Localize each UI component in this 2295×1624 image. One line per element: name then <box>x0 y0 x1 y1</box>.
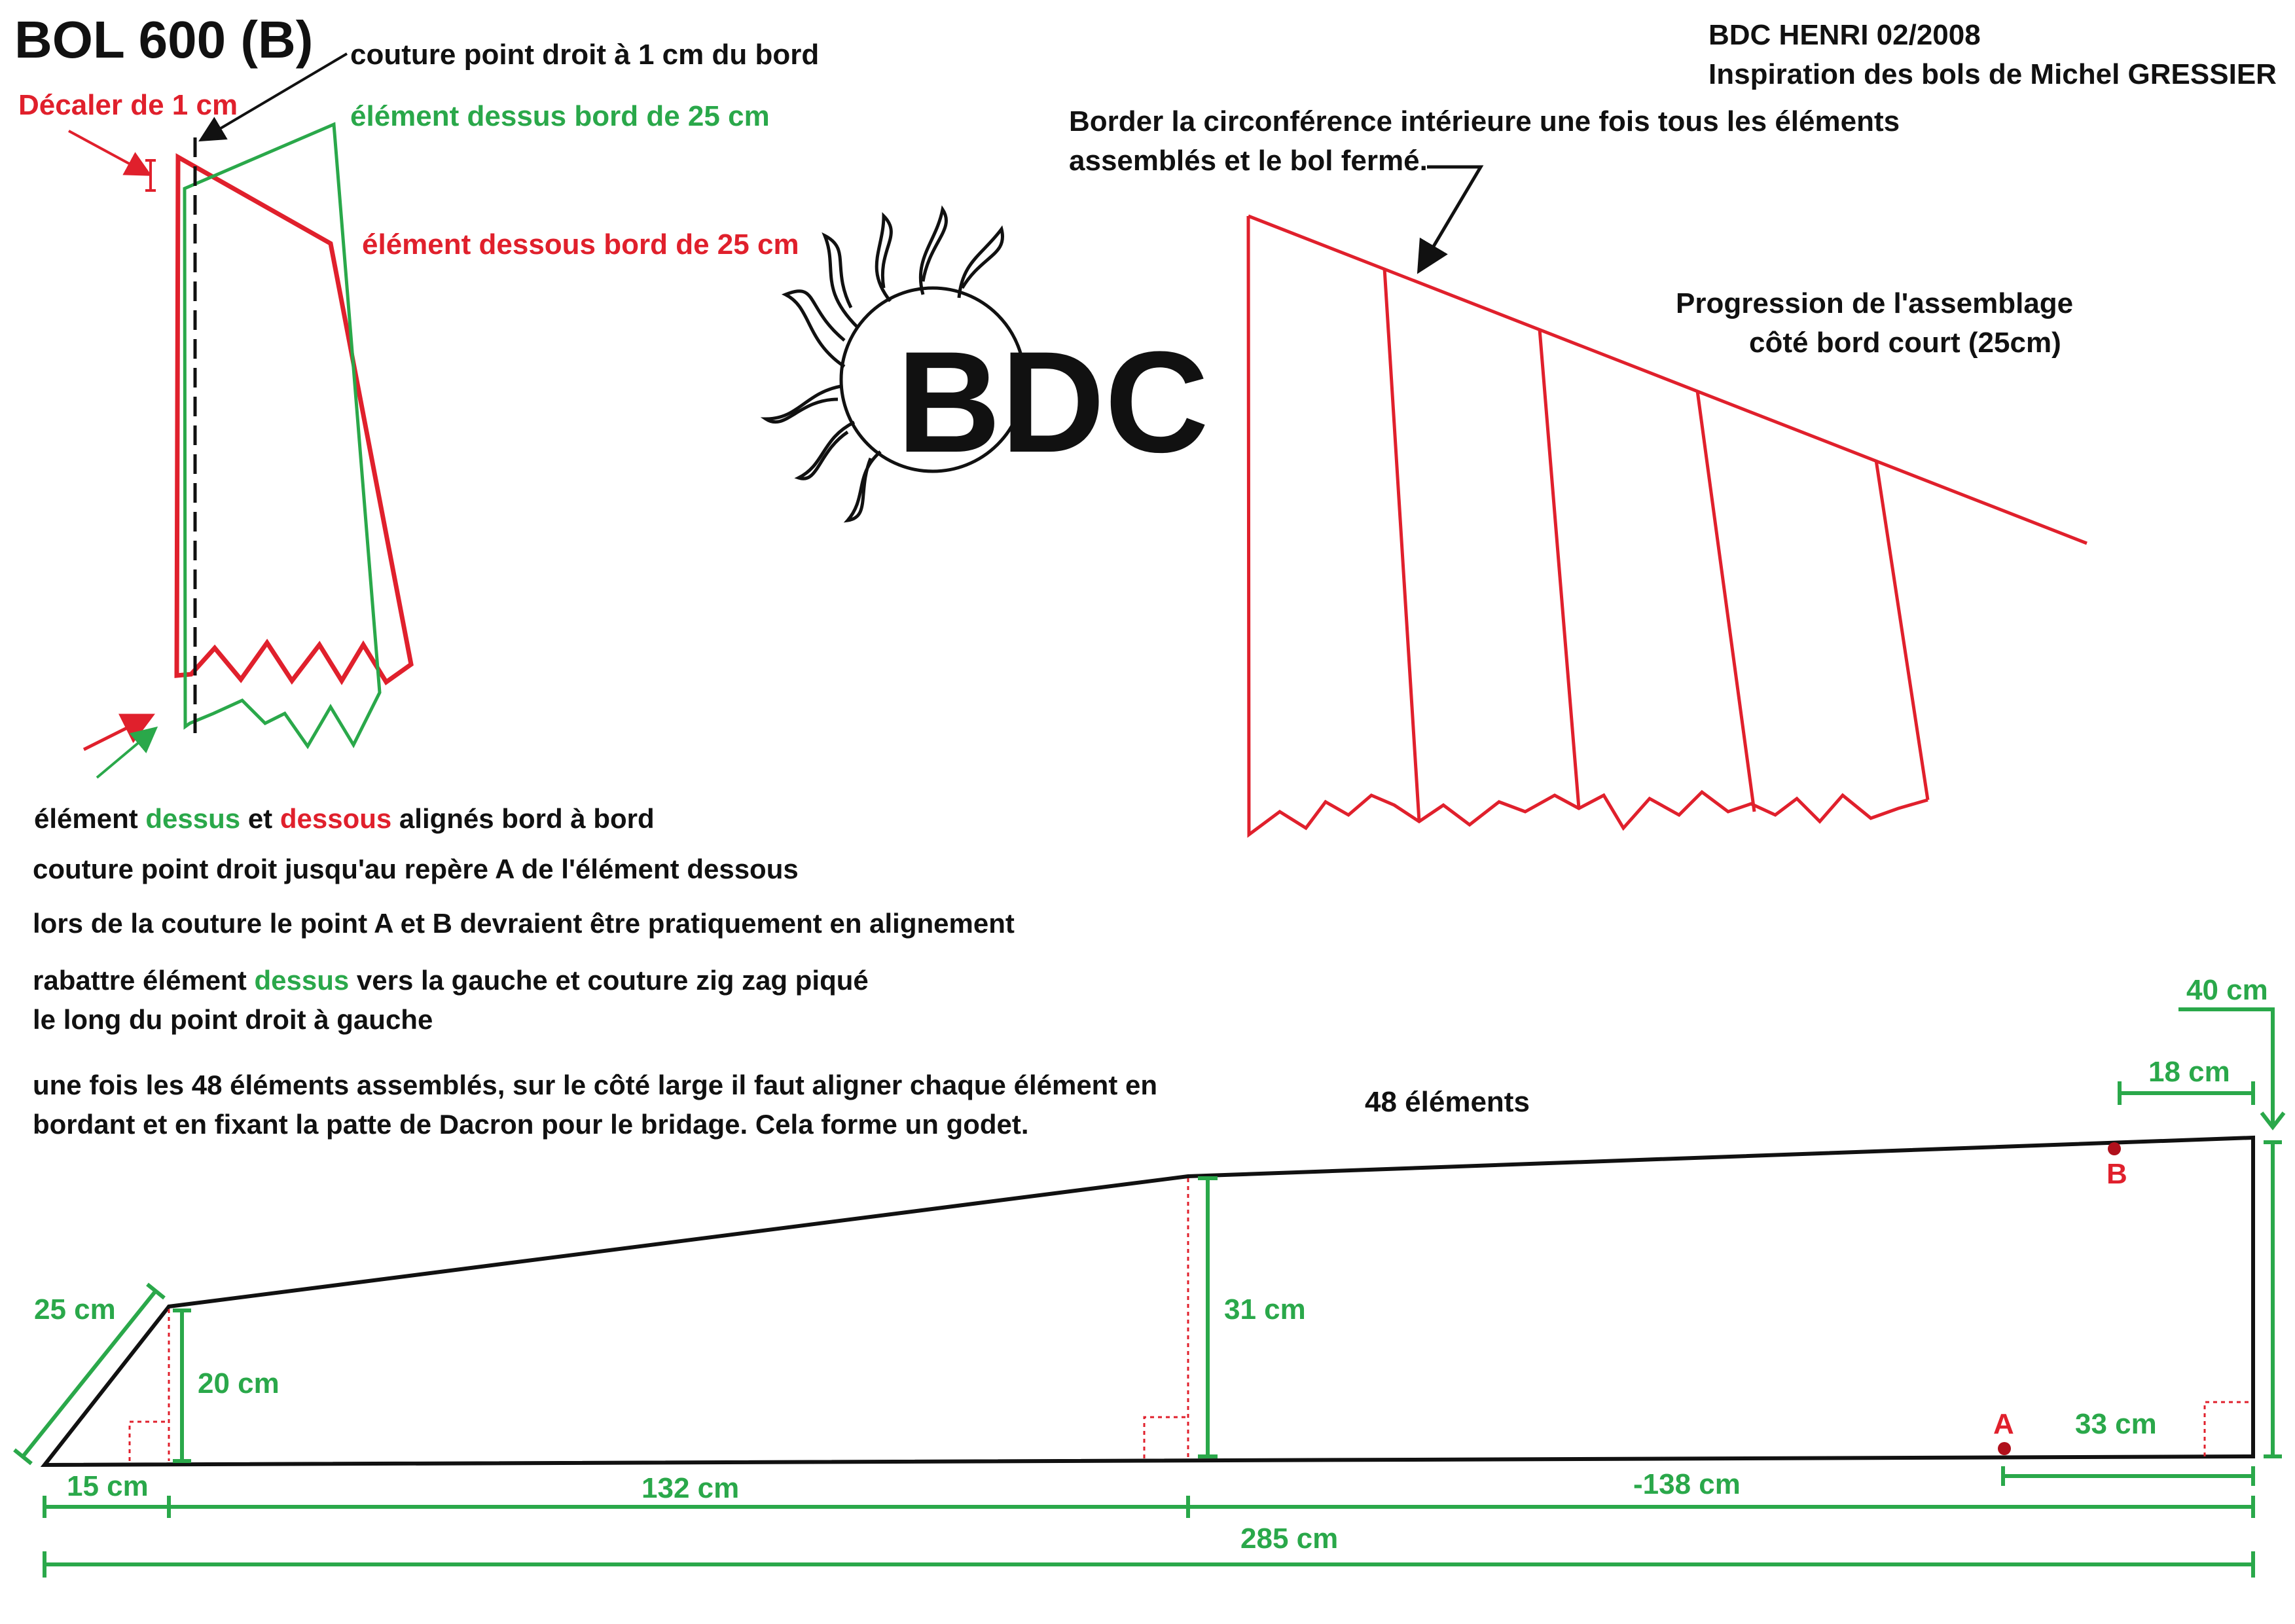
progression-element-line-4 <box>1876 460 1928 800</box>
instruction-line-4-part2: vers la gauche et couture zig zag piqué <box>349 965 869 996</box>
assembly-detail-diagram <box>18 39 819 778</box>
dim-width-33-line <box>2003 1466 2253 1486</box>
point-a-label: A <box>1993 1408 2014 1440</box>
progression-element-line-3 <box>1697 391 1754 812</box>
page-title: BOL 600 (B) <box>14 10 314 69</box>
instruction-line-7: bordant et en fixant la patte de Dacron pour le bridage. Cela forme un godet. <box>33 1109 1029 1140</box>
progression-element-line-1 <box>1384 268 1419 821</box>
instruction-line-2: couture point droit jusqu'au repère A de l'élément dessous <box>33 854 799 884</box>
instruction-line-4-part1: rabattre élément <box>33 965 255 996</box>
border-note-arrow <box>1420 167 1481 268</box>
instruction-word-dessous: dessous <box>280 803 392 834</box>
border-note-line2: assemblés et le bol fermé. <box>1069 145 1428 177</box>
instruction-line-6: une fois les 48 éléments assemblés, sur le côté large il faut aligner chaque élément en <box>33 1070 1158 1100</box>
right-angle-marker-2 <box>1144 1178 1188 1458</box>
pattern-piece <box>14 974 2284 1578</box>
dim-diagonal-label: 25 cm <box>34 1293 116 1326</box>
dim-height-31-line <box>1198 1178 1218 1456</box>
offset-arrow <box>69 131 147 173</box>
instruction-line-1-part3: alignés bord à bord <box>391 803 655 834</box>
bottom-element-label: élément dessous bord de 25 cm <box>362 228 799 261</box>
element-count-label: 48 éléments <box>1365 1086 1530 1118</box>
top-element-label: élément dessus bord de 25 cm <box>350 100 770 132</box>
pattern-outline <box>45 1138 2253 1465</box>
instruction-word-dessus-2: dessus <box>254 965 350 996</box>
progress-label-line1: Progression de l'assemblage <box>1676 287 2074 319</box>
progression-diagram <box>1069 105 2087 835</box>
offset-marker <box>145 160 156 190</box>
inspiration-line: Inspiration des bols de Michel GRESSIER <box>1708 58 2277 90</box>
dim-width-33-label: 33 cm <box>2075 1408 2157 1440</box>
dim-height-20-label: 20 cm <box>198 1367 280 1399</box>
seam-label: couture point droit à 1 cm du bord <box>350 39 820 71</box>
instruction-line-1 <box>34 803 655 834</box>
author-line: BDC HENRI 02/2008 <box>1708 19 1981 51</box>
dim-height-31-label: 31 cm <box>1224 1293 1306 1326</box>
instruction-line-5: le long du point droit à gauche <box>33 1004 433 1035</box>
progress-label-line2: côté bord court (25cm) <box>1749 327 2061 359</box>
right-angle-marker-3 <box>2205 1402 2252 1456</box>
border-note-line1: Border la circonférence intérieure une fois tous les éléments <box>1069 105 1900 137</box>
dim-bottom-segments-line <box>45 1496 2253 1518</box>
dim-bottom-15-label: 15 cm <box>67 1470 149 1502</box>
dim-bottom-138-label: -138 cm <box>1633 1468 1741 1500</box>
point-b-marker <box>2108 1142 2121 1155</box>
dim-bottom-132-label: 132 cm <box>642 1472 740 1504</box>
instruction-line-4 <box>33 965 869 996</box>
logo-text: BDC <box>897 321 1209 482</box>
offset-label: Décaler de 1 cm <box>18 89 238 121</box>
instruction-line-1-part2: et <box>240 803 280 834</box>
instruction-line-3: lors de la couture le point A et B devraient être pratiquement en alignement <box>33 908 1015 939</box>
instruction-word-dessus: dessus <box>145 803 241 834</box>
align-arrow-red <box>84 717 149 749</box>
dim-height-20-line <box>173 1310 191 1461</box>
dim-total-line <box>45 1551 2253 1578</box>
instruction-line-1-part1: élément <box>34 803 146 834</box>
dim-width-18-label: 18 cm <box>2148 1056 2230 1088</box>
point-a-marker <box>1998 1442 2011 1455</box>
point-b-label: B <box>2106 1158 2127 1190</box>
progression-element-line-2 <box>1540 329 1579 808</box>
dim-height-40-label: 40 cm <box>2186 974 2268 1006</box>
instructions-block <box>33 803 1157 1140</box>
bdc-logo <box>766 209 1209 520</box>
dim-total-label: 285 cm <box>1240 1523 1339 1555</box>
